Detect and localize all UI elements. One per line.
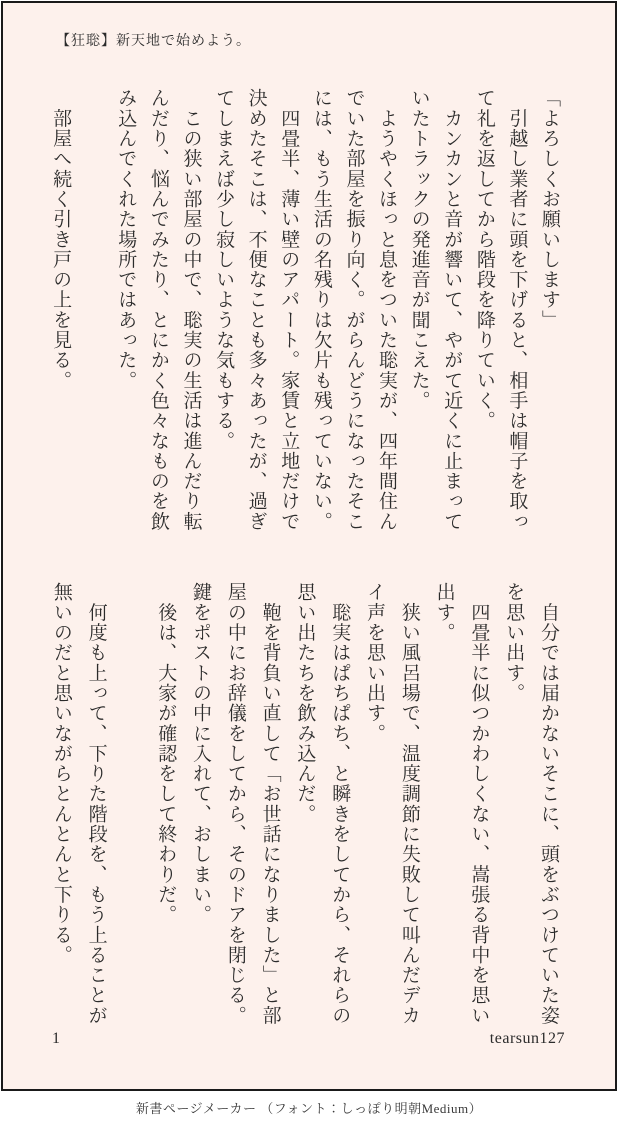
blank-line [76, 88, 109, 534]
text-line: 決めたそこは、不便なことも多々あったが、過ぎ [245, 88, 267, 532]
text-line: てしまえば少し寂しいような気もする。 [213, 88, 235, 451]
text-block-bottom [43, 582, 565, 1028]
text-line: 屋の中にお辞儀をしてから、そのドアを閉じる。 [224, 582, 246, 1026]
text-line: 部屋へ続く引き戸の上を見る。 [50, 88, 72, 391]
text-line: 何度も上って、下りた階段を、もう上ることが [85, 582, 107, 1026]
text-line: この狭い部屋の中で、聡実の生活は進んだり転 [180, 88, 202, 532]
text-block-top [44, 88, 566, 534]
text-line: 自分では届かないそこに、頭をぶつけていた姿 [538, 582, 559, 1026]
text-line: 聡実はぱちぱち、と瞬きをしてから、それらの [329, 582, 351, 1026]
text-line: 思い出たちを飲み込んだ。 [294, 582, 316, 824]
text-line: 後は、大家が確認をして終わりだ。 [155, 582, 177, 925]
page-number: 1 [52, 1030, 60, 1047]
text-line: 鍵をポストの中に入れて、おしまい。 [190, 582, 212, 925]
text-line: カンカンと音が響いて、やがて近くに止まって [441, 88, 463, 532]
text-line: 鞄を背負い直して「お世話になりました」と部 [259, 582, 281, 1026]
text-line: んだり、悩んでみたり、とにかく色々なものを飲 [147, 88, 169, 532]
text-line: 無いのだと思いながらとんとんと下りる。 [50, 582, 72, 965]
page-title: 【狂聡】新天地で始めよう。 [56, 34, 251, 49]
text-line: イ声を思い出す。 [364, 582, 386, 744]
text-line: には、もう生活の名残りは欠片も残っていない。 [310, 88, 332, 532]
text-line: ようやくほっと息をついた聡実が、四年間住ん [376, 88, 398, 532]
text-line: 四畳半に似つかわしくない、嵩張る背中を思い [468, 582, 490, 1026]
generator-caption: 新書ページメーカー （フォント：しっぽり明朝Medium） [135, 1101, 483, 1116]
text-line: いたトラックの発進音が聞こえた。 [408, 88, 430, 411]
text-line: て礼を返してから階段を降りていく。 [473, 88, 495, 431]
text-line: 四畳半、薄い壁のアパート。家賃と立地だけで [278, 88, 300, 532]
text-line: 出す。 [433, 582, 455, 643]
text-line: 引越し業者に頭を下げると、相手は帽子を取っ [506, 88, 528, 532]
text-line: でいた部屋を振り向く。がらんどうになったそこ [343, 88, 365, 532]
author-handle: tearsun127 [489, 1030, 565, 1047]
blank-line [113, 582, 148, 1028]
text-line: み込んでくれた場所ではあった。 [115, 88, 137, 391]
text-line: を思い出す。 [503, 582, 525, 703]
text-line: 「よろしくお願いします」 [539, 88, 560, 330]
text-line: 狭い風呂場で、温度調節に失敗して叫んだデカ [398, 582, 420, 1026]
novel-page [1, 1, 617, 1091]
